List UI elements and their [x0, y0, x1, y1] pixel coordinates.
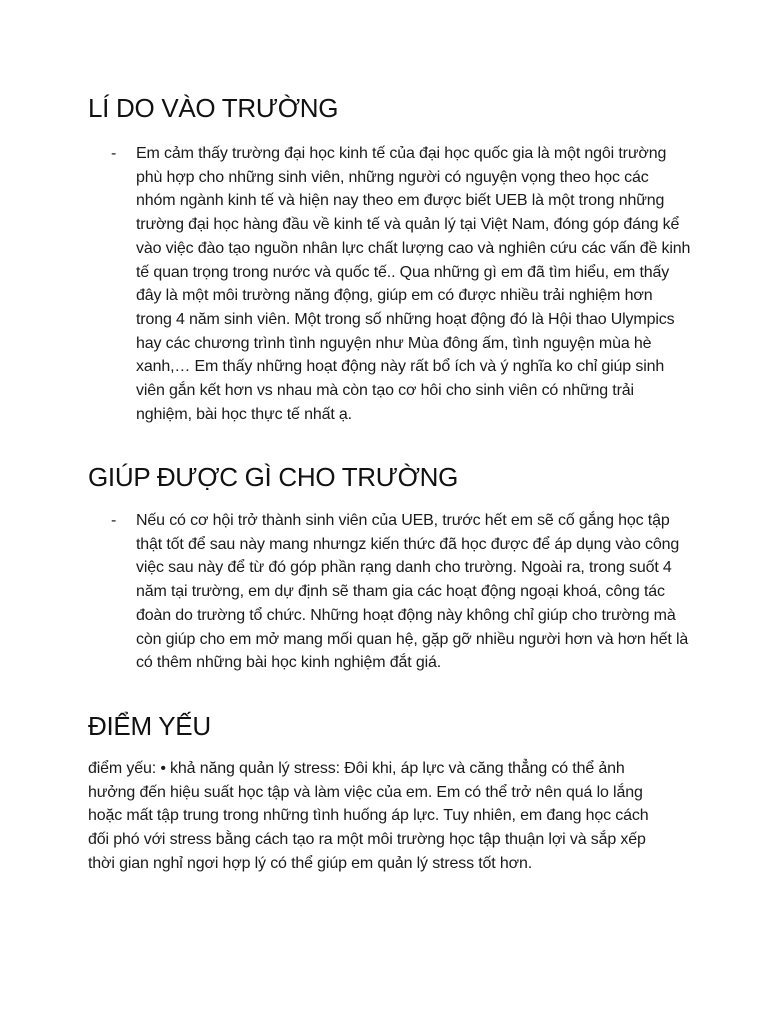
paragraph-weakness: điểm yếu: • khả năng quản lý stress: Đôi khi, áp lực và căng thẳng có thể ảnh hưởng đến hiệu suất học tập và làm việc của em. Em có thể trở nên quá lo lắng hoặc mất tập trung trong những tình huống áp lực. Tuy nhiên, em đang học cách đối phó với stress bằng cách tạo ra một môi trường học tập thuận lợi và sắp xếp thời gian nghỉ ngơi hợp lý có thể giúp em quản lý stress tốt hơn. — [88, 760, 649, 872]
bullet-dash: - — [111, 145, 117, 162]
section-heading-contribution: GIÚP ĐƯỢC GÌ CHO TRƯỜNG — [88, 462, 459, 492]
bullet-text-reasons: Em cảm thấy trường đại học kinh tế của đại học quốc gia là một ngôi trường phù hợp cho những sinh viên, những người có nguyện vọng theo học các nhóm ngành kinh tế và hiện nay theo em được biết UEB là một trong những trường đại học hàng đầu về kinh tế và quản lý tại Việt Nam, đóng góp đáng kể vào việc đào tạo nguồn nhân lực chất lượng cao và nghiên cứu các vấn đề kinh tế quan trọng trong nước và quốc tế.. Qua những gì em đã tìm hiểu, em thấy đây là một môi trường năng động, giúp em có được nhiều trải nghiệm hơn trong 4 năm sinh viên. Một trong số những hoạt động đó là Hội thao Ulympics hay các chương trình tình nguyện như Mùa đông ấm, tình nguyện mùa hè xanh,… Em thấy những hoạt động này rất bổ ích và ý nghĩa ko chỉ giúp sinh viên gắn kết hơn vs nhau mà còn tạo cơ hôi cho sinh viên có những trải nghiệm, bài học thực tế nhất ạ. — [136, 145, 691, 423]
section-heading-reasons: LÍ DO VÀO TRƯỜNG — [88, 93, 339, 123]
section-heading-weakness: ĐIỂM YẾU — [88, 711, 211, 741]
bullet-dash: - — [111, 512, 117, 529]
bullet-text-contribution: Nếu có cơ hội trở thành sinh viên của UEB, trước hết em sẽ cố gắng học tập thật tốt để sau này mang nhưngz kiến thức đã học được để áp dụng vào công việc sau này để từ đó góp phần rạng danh cho trường. Ngoài ra, trong suốt 4 năm tại trường, em dự định sẽ tham gia các hoạt động ngoại khoá, công tác đoàn do trường tổ chức. Những hoạt động này không chỉ giúp cho trường mà còn giúp cho em mở mang mối quan hệ, gặp gỡ nhiều người hơn và hơn hết là có thêm những bài học kinh nghiệm đắt giá. — [136, 512, 689, 672]
bullet-item-contribution — [88, 509, 688, 675]
bullet-item-reasons — [88, 142, 691, 426]
